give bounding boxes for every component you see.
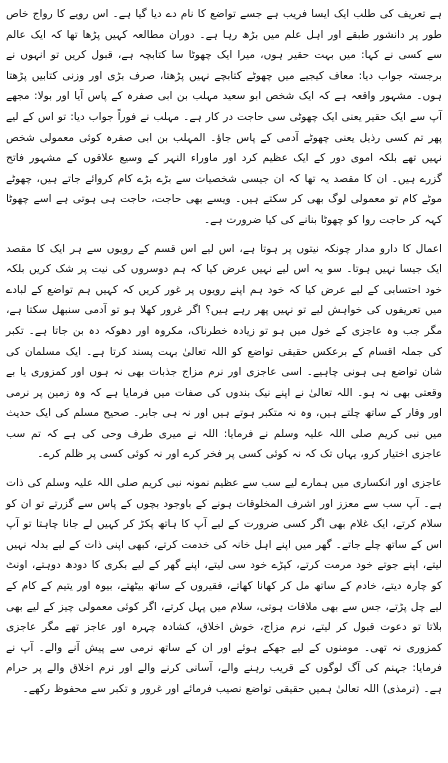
article-paragraph-2: اعمال کا دارو مدار چونکہ نیتوں پر ہوتا ہے، اس لیے اس قسم کے رویوں سے ہر ایک کا مقصد ایک جیسا نہیں ہوتا۔ سو یہ اس لیے نہیں عرض کیا کہ ہم دوسروں کی نیت پر شک کریں بلکہ خود احتسابی کے لیے عرض کیا کہ خود ہم اپنے رویوں پر غور کریں کہ کہیں ہم تواضع کے لبادے میں تعریفوں کی خواہش لیے تو نہیں پھر رہے ہیں؟ اگر غرور کھلا ہو تو آدمی سنبھل سکتا ہے، مگر جب وہ عاجزی کے خول میں ہو تو زیادہ خطرناک، مکروہ اور دھوکہ دہ بن جاتا ہے۔ تکبر کی جملہ اقسام کے برعکس حقیقی تواضع کو اللہ تعالیٰ بہت پسند کرتا ہے۔ ایک مسلمان کی شان تواضع ہی ہونی چاہیے۔ اسی عاجزی اور نرم مزاج جذبات بھی نہ ہوں اور کمزوری یا بے وقعتی بھی نہ ہو۔ اللہ تعالیٰ نے اپنے نیک بندوں کی صفات میں فرمایا ہے کہ وہ زمین پر نرمی اور وقار کے ساتھ چلتے ہیں، وہ نہ متکبر ہوتے ہیں اور نہ ہی جابر۔ صحیح مسلم کی ایک حدیث میں نبی کریم صلی اللہ علیہ وسلم نے فرمایا: اللہ نے میری طرف وحی کی ہے کہ تم سب عاجزی اختیار کرو، یہاں تک کہ نہ کوئی کسی پر فخر کرے اور نہ کوئی کسی پر ظلم کرے۔ xyxy=(6,242,442,461)
article-paragraph-3: عاجزی اور انکساری میں ہمارے لیے سب سے عظیم نمونہ نبی کریم صلی اللہ علیہ وسلم کی ذات ہے۔ آپ سب سے معزز اور اشرف المخلوقات ہونے کے باوجود بچوں کے پاس سے گزرتے تو ان کو سلام کرتے، ایک غلام بھی اگر کسی ضرورت کے لیے آپ کا ہاتھ پکڑ کر کہیں لے جانا چاہتا تو آپ اس کے ساتھ چلے جاتے۔ گھر میں اپنے اہل خانہ کی خدمت کرتے، کبھی اپنی ذات کے لیے بدلہ نہیں لیتے، اپنے جوتے خود مرمت کرتے، کپڑے خود سی لیتے، اپنے گھر کے لیے بکری کا دودھ دوہتے، اونٹ کو چارہ دیتے، خادم کے ساتھ مل کر کھانا کھاتے، فقیروں کے ساتھ بیٹھتے، بیوہ اور یتیم کے کام کے لیے چل پڑتے، جس سے بھی ملاقات ہوتی، سلام میں پہل کرتے، اگر کوئی معمولی چیز کے لیے بھی بلاتا تو دعوت قبول کر لیتے، نرم مزاج، خوش اخلاق، کشادہ چہرہ اور عاجز تھے مگر عاجزی کمزوری نہ تھی۔ مومنوں کے لیے جھکے ہوئے اور ان کے ساتھ نرمی سے پیش آنے والے۔ آپ نے فرمایا: جہنم کی آگ لوگوں کے قریب رہنے والے، آسانی کرنے والے اور نرم اخلاق والے پر حرام ہے۔ (ترمذی) اللہ تعالیٰ ہمیں حقیقی تواضع نصیب فرمائے اور غرور و تکبر سے محفوظ رکھے۔ xyxy=(6,477,442,695)
article-paragraph-1: ہے تعریف کی طلب ایک ایسا فریب ہے جسے تواضع کا نام دے دیا گیا ہے۔ اس رویے کا رواج خاص طور پر دانشور طبقے اور اہل علم میں بڑھ رہا ہے۔ دوران مطالعہ کہیں پڑھا تھا کہ ایک عالم سے کسی نے کہا: میں بہت حقیر ہوں، میرا ایک چھوٹا سا کتابچہ ہے، قبول کریں تو انہوں نے برجستہ جواب دیا: معاف کیجیے میں چھوٹے کتابچے نہیں پڑھتا، صرف بڑی اور وزنی کتابیں پڑھتا ہوں۔ مشہور واقعہ ہے کہ ایک شخص ابو سعید مہلب بن ابی صفرہ کے پاس آیا اور بولا: مجھے آپ سے ایک حقیر یعنی ایک چھوٹی سی حاجت در کار ہے۔ مہلب نے فوراً جواب دیا: تو اس کے لیے پھر تم کسی رذیل یعنی چھوٹے آدمی کے پاس جاؤ۔ المہلب بن ابی صفرہ کوئی معمولی شخص نہیں تھے بلکہ اموی دور کے ایک عظیم کرد اور ماوراء النہر کے وسیع علاقوں کے مشہور فاتح گزرے ہیں۔ ان کا مقصد یہ تھا کہ ان جیسی شخصیات سے بڑے بڑے کام کروائے جاتے ہیں، چھوٹے موٹے کام تو معمولی لوگ بھی کر سکتے ہیں۔ ویسے بھی حاجت، حاجت ہی ہوتی ہے اسے چھوٹا کہہ کر حاجت روا کو چھوٹا بنانے کی کیا ضرورت ہے۔ xyxy=(6,8,442,226)
article-page xyxy=(6,4,442,759)
